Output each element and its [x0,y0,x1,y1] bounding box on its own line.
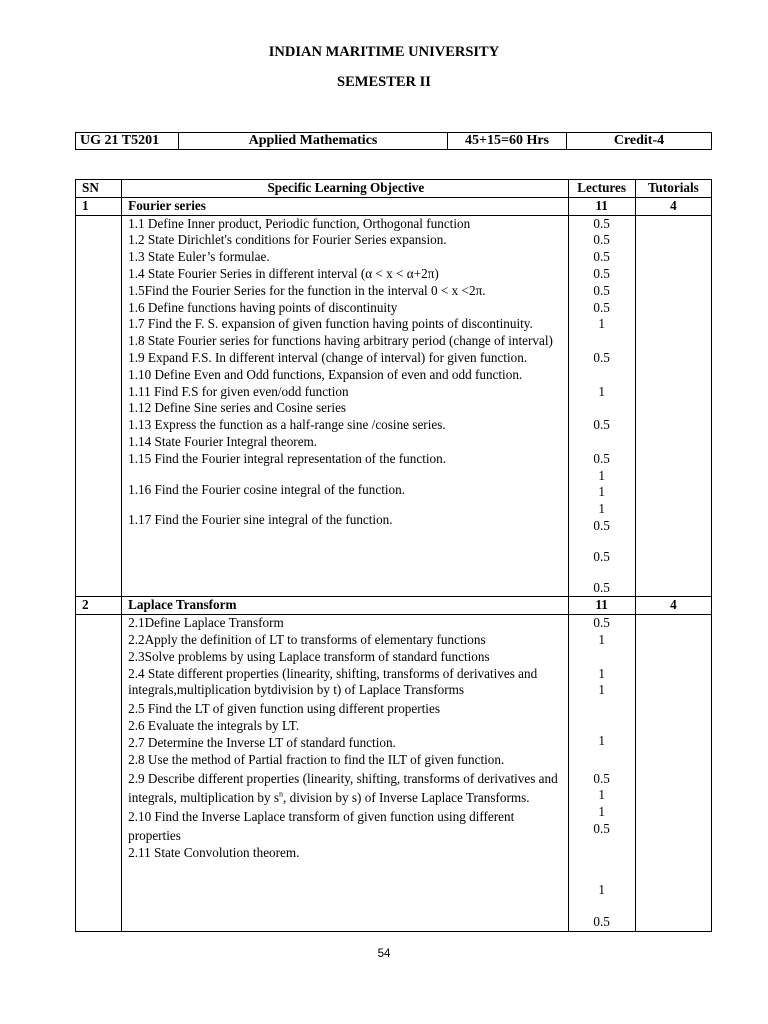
list-item: 1.7 Find the F. S. expansion of given function having points of discontinuity. [128,316,533,332]
lecture-value: 0.5 [593,548,610,564]
header-tutorials: Tutorials [635,180,711,198]
header-sn: SN [76,180,122,198]
lecture-value: 0.5 [593,450,610,466]
list-item: 1.1 Define Inner product, Periodic function, Orthogonal function [128,215,471,231]
unit-row [76,597,712,615]
list-item: 1.15 Find the Fourier integral representation of the function. [128,450,447,466]
unit-tutorials: 4 [635,597,711,615]
lecture-value: 1 [598,484,605,500]
course-name: Applied Mathematics [179,133,448,150]
semester-title: SEMESTER II [337,74,431,90]
lecture-value: 1 [598,501,605,517]
lecture-value: 0.5 [593,215,610,231]
lecture-value: 0.5 [593,282,610,298]
list-item: 2.5 Find the LT of given function using different properties [128,701,440,717]
lecture-value: 0.5 [593,417,610,433]
lecture-value: 1 [598,383,605,399]
lecture-value: 1 [598,881,605,897]
list-item-text: 2.9 Describe different properties (linearity, shifting, transforms of derivatives and integrals, multiplication by s [128,770,558,805]
list-item: 1.8 State Fourier series for functions having arbitrary period (change of interval) [128,333,553,349]
list-item: 1.11 Find F.S for given even/odd function [128,383,349,399]
list-item: 1.9 Expand F.S. In different interval (change of interval) for given function. [128,349,528,365]
unit-row [76,197,712,215]
list-item: 1.12 Define Sine series and Cosine series [128,400,347,416]
unit-sn: 2 [76,597,122,615]
list-item: 2.7 Determine the Inverse LT of standard function. [128,734,396,750]
lecture-values [568,615,635,932]
lecture-value: 1 [598,787,605,803]
unit-items-row [76,215,712,597]
list-item: 1.16 Find the Fourier cosine integral of the function. [128,481,406,497]
list-item: 2.1Define Laplace Transform [128,615,284,631]
course-info-table [75,132,712,150]
lecture-value: 0.5 [593,299,610,315]
lecture-value: 0.5 [593,349,610,365]
lecture-value: 0.5 [593,615,610,631]
lecture-value: 1 [598,316,605,332]
table-header-row [76,180,712,198]
list-item: 1.14 State Fourier Integral theorem. [128,433,318,449]
unit-lectures: 11 [568,597,635,615]
list-item: 2.4 State different properties (linearity, shifting, transforms of derivatives and integrals,multiplication bytdivision by t) of Laplace Transforms [128,665,538,698]
list-item: 2.3Solve problems by using Laplace transform of standard functions [128,648,490,664]
lecture-value: 0.5 [593,820,610,836]
objective-list [122,615,568,932]
university-title: INDIAN MARITIME UNIVERSITY [268,44,500,60]
lecture-value: 0.5 [593,579,610,595]
course-hours: 45+15=60 Hrs [448,133,567,150]
superscript: n [279,789,284,799]
lecture-value: 1 [598,732,605,748]
list-item: 1.5Find the Fourier Series for the function in the interval 0 < x <2π. [128,282,486,298]
empty-cell [635,215,711,597]
lecture-value: 1 [598,682,605,698]
unit-title: Fourier series [122,197,568,215]
list-item: 1.17 Find the Fourier sine integral of the function. [128,512,393,528]
list-item: 2.11 State Convolution theorem. [128,844,300,860]
course-code: UG 21 T5201 [76,133,179,150]
empty-cell [76,615,122,932]
list-item: 1.6 Define functions having points of discontinuity [128,299,398,315]
header-lectures: Lectures [568,180,635,198]
lecture-value: 1 [598,631,605,647]
list-item: 1.13 Express the function as a half-range sine /cosine series. [128,417,446,433]
unit-sn: 1 [76,197,122,215]
lecture-value: 1 [598,665,605,681]
lecture-value: 1 [598,467,605,483]
list-item: 1.2 State Dirichlet's conditions for Fourier Series expansion. [128,232,447,248]
lecture-values [568,215,635,597]
lecture-value: 0.5 [593,265,610,281]
unit-title: Laplace Transform [122,597,568,615]
list-item: 2.8 Use the method of Partial fraction to find the ILT of given function. [128,751,505,767]
unit-items-row [76,615,712,932]
header-objective: Specific Learning Objective [122,180,568,198]
list-item: 1.10 Define Even and Odd functions, Expansion of even and odd function. [128,366,523,382]
lecture-value: 1 [598,804,605,820]
syllabus-table [75,179,712,932]
course-credit: Credit-4 [567,133,712,150]
empty-cell [76,215,122,597]
unit-tutorials: 4 [635,197,711,215]
lecture-value: 0.5 [593,770,610,786]
list-item-text: , division by s) of Inverse Laplace Transforms. [283,789,530,805]
list-item: 1.3 State Euler’s formulae. [128,249,270,265]
unit-lectures: 11 [568,197,635,215]
list-item [128,769,563,807]
list-item: 2.6 Evaluate the integrals by LT. [128,718,300,734]
lecture-value: 0.5 [593,232,610,248]
list-item: 2.10 Find the Inverse Laplace transform of given function using different properties [128,808,515,843]
list-item: 1.4 State Fourier Series in different interval (α < x < α+2π) [128,265,439,281]
objective-list [122,215,568,597]
empty-cell [635,615,711,932]
page-number: 54 [377,948,391,960]
list-item: 2.2Apply the definition of LT to transforms of elementary functions [128,631,486,647]
lecture-value: 0.5 [593,914,610,930]
lecture-value: 0.5 [593,249,610,265]
lecture-value: 0.5 [593,517,610,533]
